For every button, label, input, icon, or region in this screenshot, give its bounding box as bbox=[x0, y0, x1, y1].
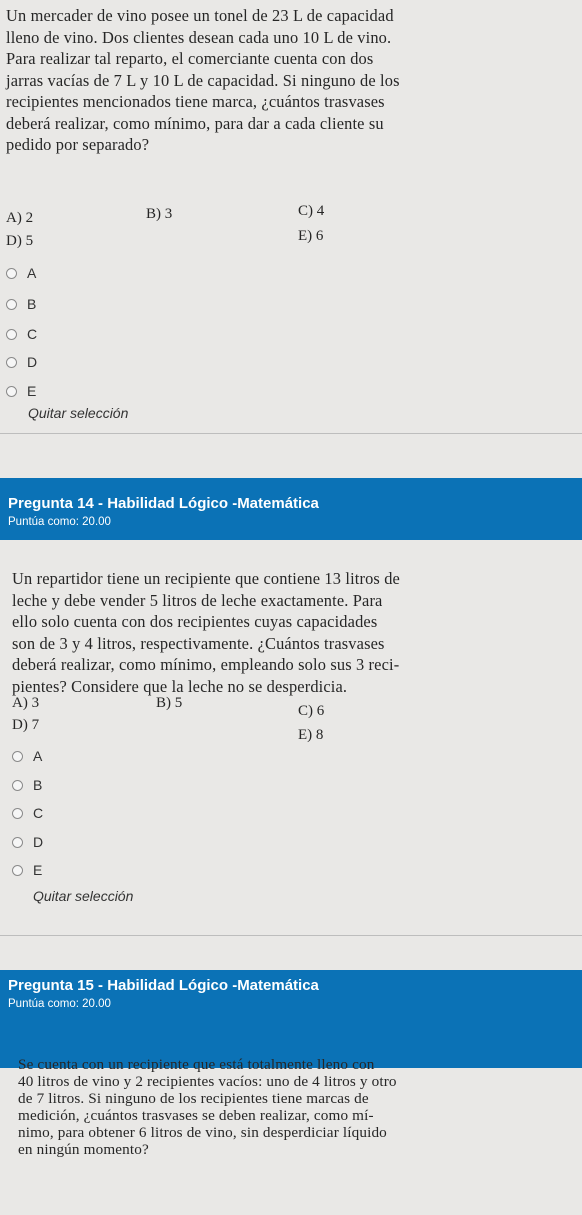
radio-circle-icon[interactable] bbox=[12, 837, 23, 848]
radio-circle-icon[interactable] bbox=[12, 808, 23, 819]
question-text-line: pedido por separado? bbox=[6, 135, 150, 154]
question-title: Pregunta 14 - Habilidad Lógico -Matemática bbox=[8, 495, 319, 512]
radio-label: D bbox=[33, 834, 44, 850]
radio-label: E bbox=[27, 383, 37, 399]
radio-label: C bbox=[33, 805, 44, 821]
radio-label: C bbox=[27, 326, 38, 342]
question-text-line: de 7 litros. Si ninguno de los recipientes tiene marcas de bbox=[18, 1090, 369, 1107]
question-title: Pregunta 15 - Habilidad Lógico -Matemática bbox=[8, 977, 319, 994]
answer-option-c: C) 6 bbox=[298, 703, 325, 719]
question-text-line: jarras vacías de 7 L y 10 L de capacidad. Si ninguno de los bbox=[6, 70, 400, 90]
radio-option-d[interactable] bbox=[6, 352, 37, 372]
radio-label: A bbox=[33, 748, 43, 764]
question-text-line: recipientes mencionados tiene marca, ¿cuántos trasvases bbox=[6, 92, 385, 111]
divider bbox=[0, 433, 582, 434]
radio-circle-icon[interactable] bbox=[12, 865, 23, 876]
question-text-line: nimo, para obtener 6 litros de vino, sin desperdiciar líquido bbox=[18, 1124, 387, 1141]
radio-label: B bbox=[27, 296, 37, 312]
question-14-header bbox=[0, 478, 582, 540]
radio-label: B bbox=[33, 777, 43, 793]
question-15-text bbox=[18, 1056, 578, 1158]
question-text-line: en ningún momento? bbox=[18, 1141, 149, 1158]
radio-circle-icon[interactable] bbox=[12, 780, 23, 791]
question-13-text bbox=[6, 5, 572, 156]
question-score: Puntúa como: 20.00 bbox=[8, 998, 111, 1010]
radio-option-e[interactable] bbox=[6, 381, 36, 401]
answer-option-d: D) 5 bbox=[6, 233, 34, 249]
question-text-line: Para realizar tal reparto, el comerciante cuenta con dos bbox=[6, 49, 374, 68]
radio-circle-icon[interactable] bbox=[6, 329, 17, 340]
clear-selection-link[interactable]: Quitar selección bbox=[28, 405, 129, 421]
radio-option-e[interactable] bbox=[12, 860, 42, 880]
divider bbox=[0, 935, 582, 936]
question-text-line: Un mercader de vino posee un tonel de 23 L de capacidad bbox=[6, 6, 394, 25]
question-text-line: pientes? Considere que la leche no se desperdicia. bbox=[12, 676, 348, 696]
radio-label: E bbox=[33, 862, 43, 878]
question-text-line: son de 3 y 4 litros, respectivamente. ¿Cuántos trasvases bbox=[12, 633, 385, 653]
clear-selection-link[interactable]: Quitar selección bbox=[33, 888, 134, 904]
radio-circle-icon[interactable] bbox=[12, 751, 23, 762]
radio-option-b[interactable] bbox=[6, 294, 36, 314]
radio-circle-icon[interactable] bbox=[6, 357, 17, 368]
radio-label: A bbox=[27, 265, 37, 281]
answer-option-b: B) 5 bbox=[156, 695, 183, 711]
question-text-line: ello solo cuenta con dos recipientes cuyas capacidades bbox=[12, 612, 378, 631]
question-text-line: deberá realizar, como mínimo, para dar a cada cliente su bbox=[6, 113, 384, 133]
radio-circle-icon[interactable] bbox=[6, 268, 17, 279]
answer-option-b: B) 3 bbox=[146, 206, 173, 222]
question-score: Puntúa como: 20.00 bbox=[8, 516, 111, 528]
answer-option-c: C) 4 bbox=[298, 203, 325, 219]
radio-circle-icon[interactable] bbox=[6, 386, 17, 397]
radio-label: D bbox=[27, 354, 38, 370]
answer-option-a: A) 3 bbox=[12, 695, 40, 711]
question-text-line: 40 litros de vino y 2 recipientes vacíos: uno de 4 litros y otro bbox=[18, 1073, 397, 1090]
radio-circle-icon[interactable] bbox=[6, 299, 17, 310]
answer-option-e: E) 8 bbox=[298, 727, 324, 743]
question-text-line: leche y debe vender 5 litros de leche exactamente. Para bbox=[12, 590, 383, 610]
radio-option-c[interactable] bbox=[12, 803, 43, 823]
radio-option-d[interactable] bbox=[12, 832, 43, 852]
radio-option-a[interactable] bbox=[6, 263, 36, 283]
question-text-line: lleno de vino. Dos clientes desean cada uno 10 L de vino. bbox=[6, 27, 392, 47]
question-14-text bbox=[12, 568, 578, 697]
answer-option-d: D) 7 bbox=[12, 717, 40, 733]
answer-option-e: E) 6 bbox=[298, 228, 324, 244]
radio-option-b[interactable] bbox=[12, 775, 42, 795]
radio-option-c[interactable] bbox=[6, 324, 37, 344]
question-text-line: medición, ¿cuántos trasvases se deben realizar, como mí- bbox=[18, 1107, 374, 1124]
question-text-line: Se cuenta con un recipiente que está totalmente lleno con bbox=[18, 1056, 375, 1073]
answer-option-a: A) 2 bbox=[6, 210, 34, 226]
question-text-line: deberá realizar, como mínimo, empleando solo sus 3 reci- bbox=[12, 655, 400, 674]
question-text-line: Un repartidor tiene un recipiente que contiene 13 litros de bbox=[12, 569, 400, 588]
radio-option-a[interactable] bbox=[12, 746, 42, 766]
question-15-header bbox=[0, 970, 582, 1068]
